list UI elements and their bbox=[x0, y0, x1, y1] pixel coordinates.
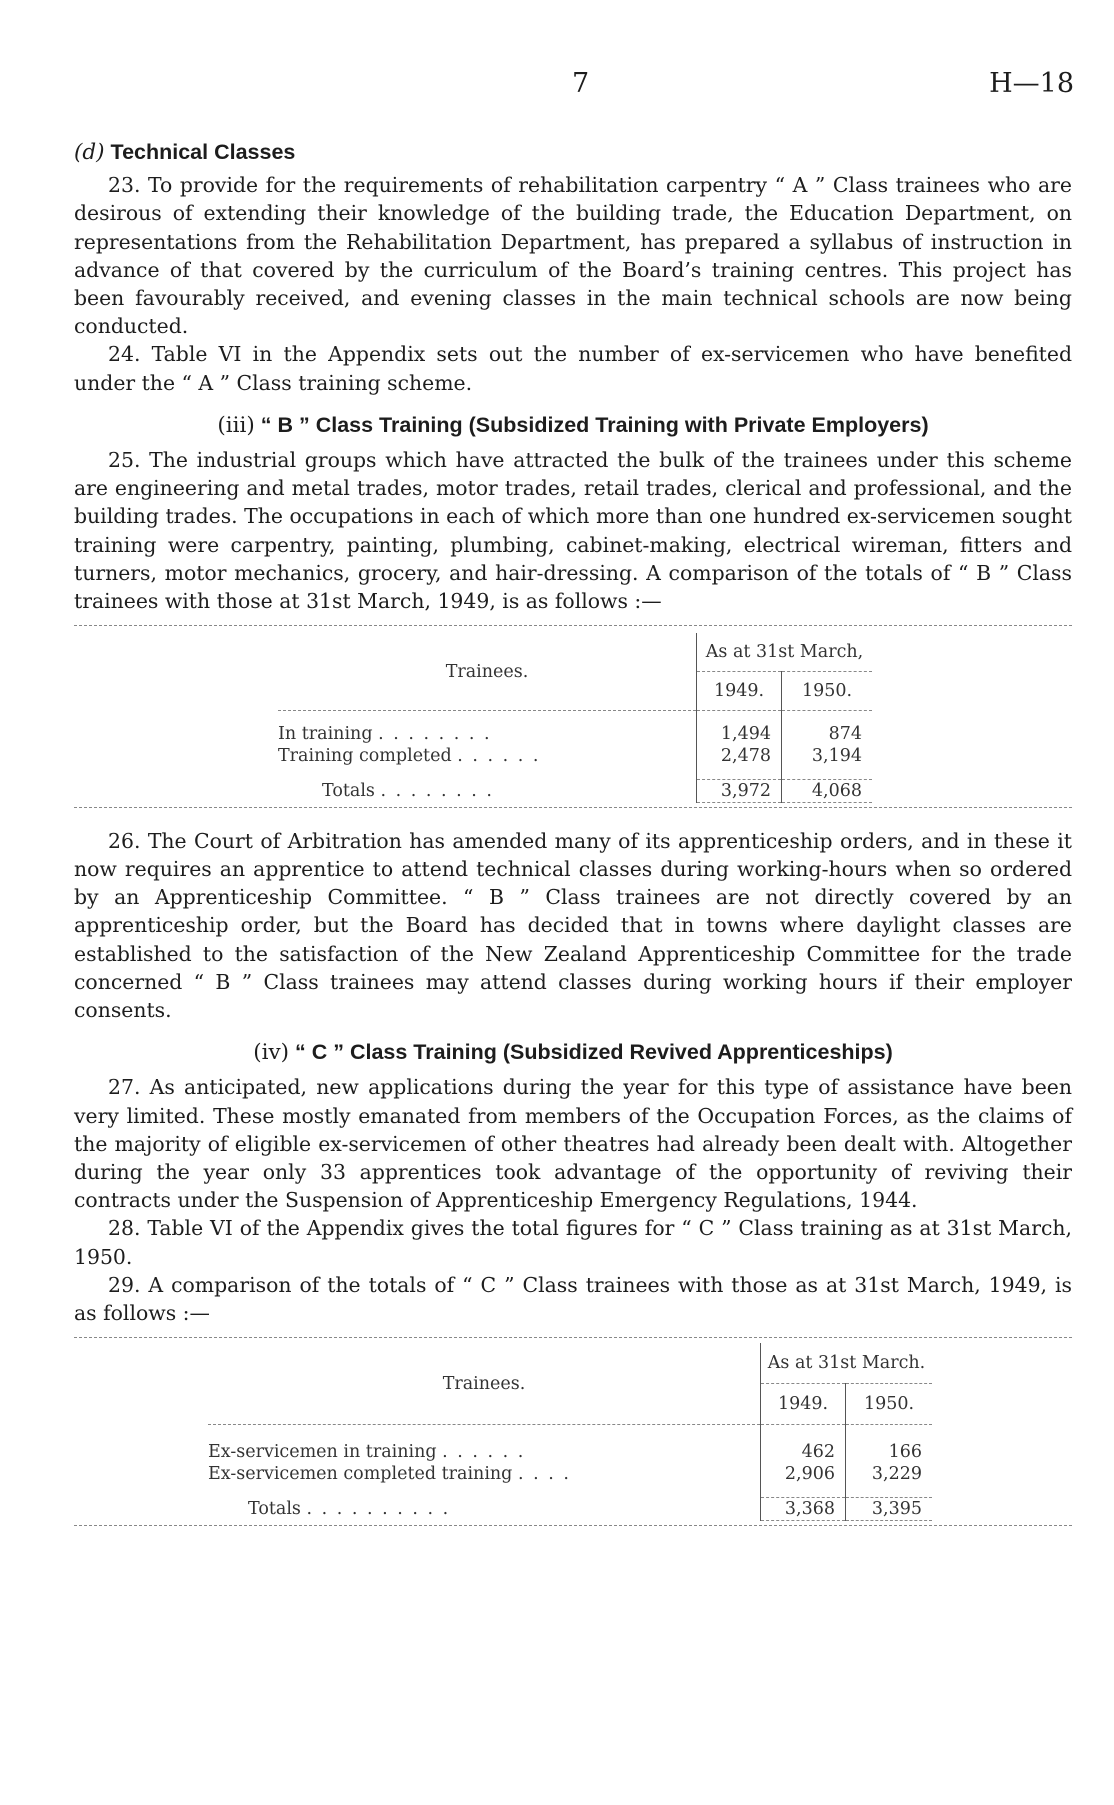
table-group-header: As at 31st March. bbox=[761, 1343, 933, 1384]
table-row bbox=[278, 723, 872, 745]
paragraph-23: 23. To provide for the requirements of rehabilitation carpentry “ A ” Class trainees who are desirous of extending their knowledge of the building trade, the Education Department, on representations from the Rehabilitation Department, has prepared a syllabus of instruction in advance of that covered by the curriculum of the Board’s training centres. This project has been favourably received, and evening classes in the main technical schools are now being conducted. bbox=[74, 173, 1072, 339]
table-top-rule bbox=[74, 1337, 1072, 1339]
table-group-header: As at 31st March, bbox=[697, 633, 873, 672]
table-year-1950: 1950. bbox=[782, 672, 873, 711]
table-col-header: Trainees. bbox=[208, 1343, 761, 1425]
cell-1949: 1,494 bbox=[697, 723, 782, 745]
table-row bbox=[278, 745, 872, 767]
paragraph-27: 27. As anticipated, new applications during the year for this type of assistance have been very limited. These mostly emanated from members of the Occupation Forces, as the claims of the majority of eligible ex-servicemen of other theatres had already been dealt with. Altogether during the year only 33 apprentices took advantage of the opportunity of reviving their contracts under the Suspension of Apprenticeship Emergency Regulations, 1944. bbox=[74, 1075, 1072, 1213]
section-title: Technical Classes bbox=[110, 140, 296, 164]
table-top-rule bbox=[74, 625, 1072, 627]
paragraph-25: 25. The industrial groups which have attracted the bulk of the trainees under this scheme are engineering and metal trades, motor trades, retail trades, clerical and professional, and the building trades. The occupations in each of which more than one hundred ex-servicemen sought training were carpentry, painting, plumbing, cabinet-making, electrical wireman, fitters and turners, motor mechanics, grocery, and hair-dressing. A comparison of the totals of “ B ” Class trainees with those at 31st March, 1949, is as follows :— bbox=[74, 448, 1072, 614]
table-bottom-rule bbox=[74, 1525, 1072, 1527]
row-label: In training bbox=[278, 724, 373, 745]
paragraph-29: 29. A comparison of the totals of “ C ” Class trainees with those as at 31st March, 1949, is as follows :— bbox=[74, 1272, 1072, 1325]
section-heading-b-class bbox=[74, 411, 1072, 440]
section-heading-c-class bbox=[74, 1038, 1072, 1067]
paragraph-28: 28. Table VI of the Appendix gives the total figures for “ C ” Class training as at 31st March, 1950. bbox=[74, 1216, 1072, 1269]
row-dots: . . . . . . . . bbox=[378, 724, 492, 745]
paragraph-26: 26. The Court of Arbitration has amended many of its apprenticeship orders, and in these it now requires an apprentice to attend technical classes during working-hours when so ordered by an Apprenticeship Committee. “ B ” Class trainees are not directly covered by an apprenticeship order, but the Board has decided that in towns where daylight classes are established to the satisfaction of the New Zealand Apprenticeship Committee for the trade concerned “ B ” Class trainees may attend classes during working hours if their employer consents. bbox=[74, 828, 1072, 1022]
row-dots: . . . . bbox=[517, 1464, 571, 1485]
section-prefix: (iv) bbox=[253, 1040, 290, 1066]
row-label: Ex-servicemen in training bbox=[208, 1442, 437, 1463]
cell-1950: 3,229 bbox=[846, 1463, 933, 1485]
total-1950: 4,068 bbox=[782, 779, 873, 802]
table-row bbox=[208, 1463, 932, 1485]
cell-1949: 462 bbox=[761, 1441, 846, 1463]
page-number: 7 bbox=[572, 68, 590, 99]
cell-1949: 2,906 bbox=[761, 1463, 846, 1485]
total-1949: 3,368 bbox=[761, 1497, 846, 1520]
row-dots: . . . . . . bbox=[442, 1442, 526, 1463]
row-dots: . . . . . . bbox=[457, 746, 541, 767]
table-total-row bbox=[278, 779, 872, 802]
table-c-class bbox=[74, 1337, 1072, 1527]
total-label: Totals bbox=[322, 780, 375, 801]
table-row bbox=[208, 1441, 932, 1463]
section-heading-technical-classes bbox=[74, 138, 1072, 167]
row-dots: . . . . . . . . . . bbox=[306, 1498, 451, 1519]
table-year-1949: 1949. bbox=[761, 1384, 846, 1425]
section-prefix: (d) bbox=[74, 140, 105, 165]
total-1949: 3,972 bbox=[697, 779, 782, 802]
cell-1950: 3,194 bbox=[782, 745, 873, 767]
table-total-row bbox=[208, 1497, 932, 1520]
total-label: Totals bbox=[248, 1498, 301, 1519]
table-b-class bbox=[74, 625, 1072, 809]
total-1950: 3,395 bbox=[846, 1497, 933, 1520]
section-prefix: (iii) bbox=[217, 412, 255, 438]
cell-1950: 874 bbox=[782, 723, 873, 745]
table-year-1950: 1950. bbox=[846, 1384, 933, 1425]
section-title: “ C ” Class Training (Subsidized Revived Apprenticeships) bbox=[295, 1040, 893, 1065]
cell-1950: 166 bbox=[846, 1441, 933, 1463]
row-label: Training completed bbox=[278, 746, 452, 767]
row-dots: . . . . . . . . bbox=[380, 780, 494, 801]
document-reference: H—18 bbox=[989, 68, 1074, 99]
cell-1949: 2,478 bbox=[697, 745, 782, 767]
table-bottom-rule bbox=[74, 807, 1072, 809]
paragraph-24: 24. Table VI in the Appendix sets out the number of ex-servicemen who have benefited under the “ A ” Class training scheme. bbox=[74, 342, 1072, 395]
row-label: Ex-servicemen completed training bbox=[208, 1464, 513, 1485]
section-title: “ B ” Class Training (Subsidized Training with Private Employers) bbox=[260, 412, 929, 437]
table-year-1949: 1949. bbox=[697, 672, 782, 711]
table-col-header: Trainees. bbox=[278, 633, 697, 711]
